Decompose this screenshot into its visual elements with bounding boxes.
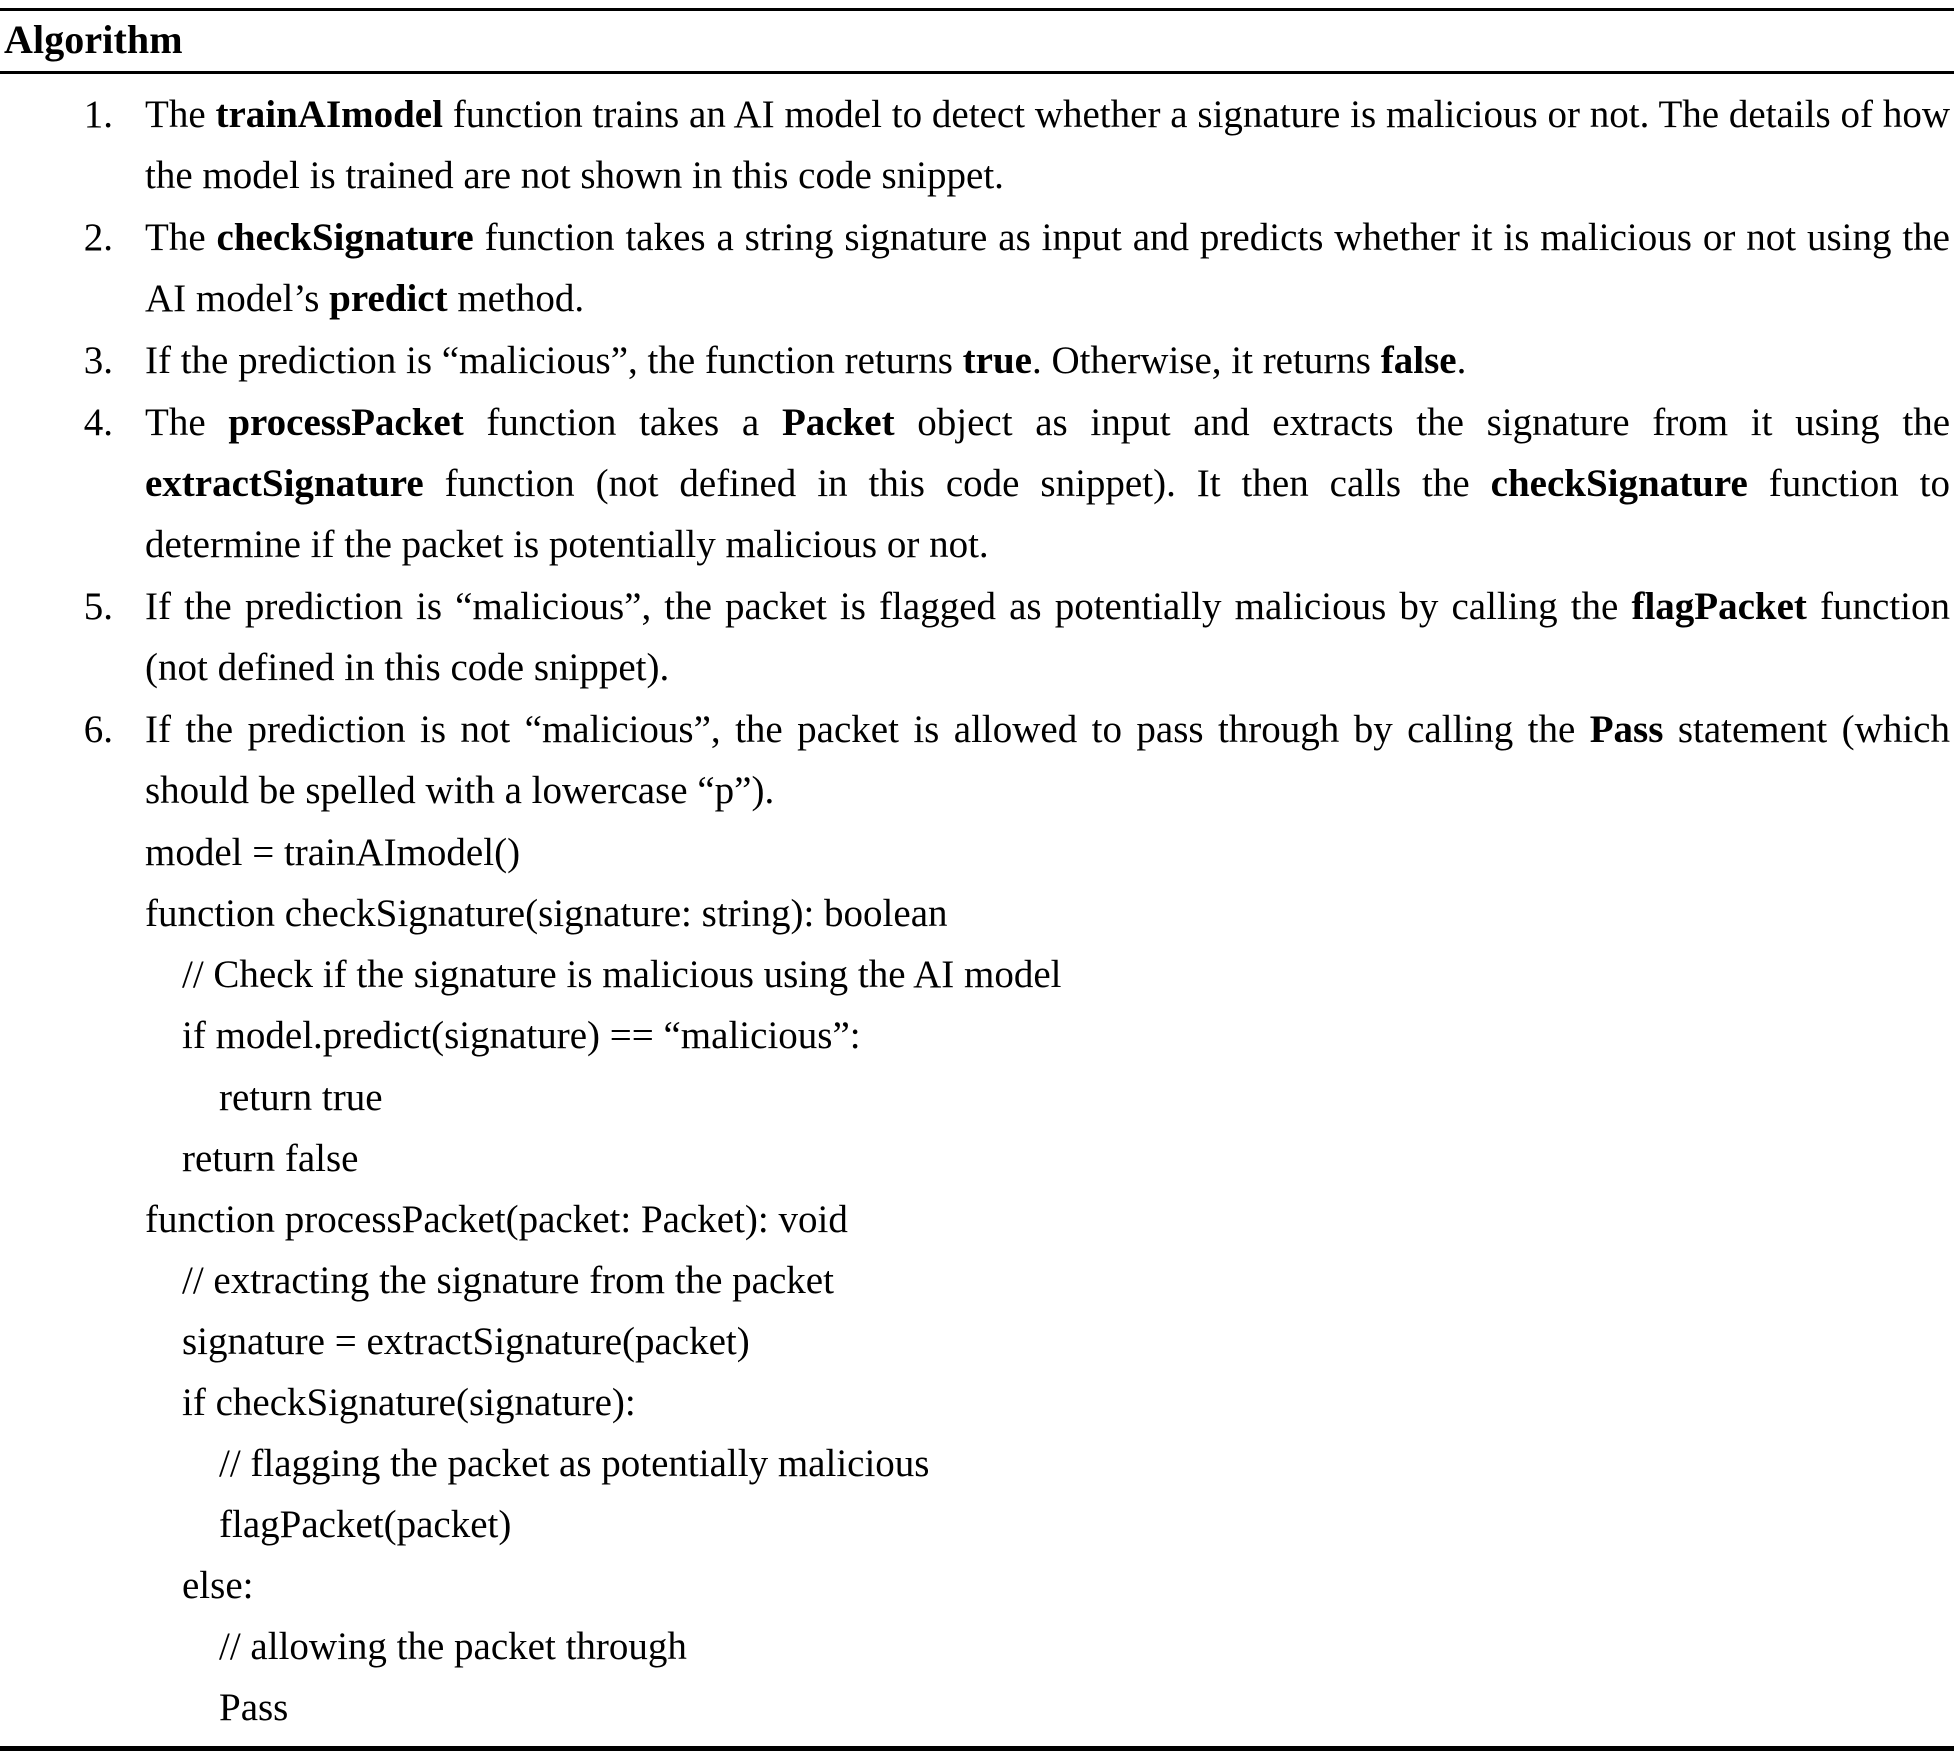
step-number: 6. bbox=[83, 708, 113, 752]
step-text-run: function takes a bbox=[463, 401, 782, 445]
step-number: 4. bbox=[83, 401, 113, 445]
step-text-run: . bbox=[1456, 339, 1467, 383]
algorithm-title: Algorithm bbox=[4, 17, 183, 62]
step-number: 5. bbox=[83, 585, 113, 629]
code-line: if model.predict(signature) == “malicious”: bbox=[182, 1014, 861, 1058]
step-text bbox=[145, 699, 1950, 821]
code-term: predict bbox=[329, 277, 448, 321]
code-line: function checkSignature(signature: string): boolean bbox=[145, 892, 948, 936]
code-line: if checkSignature(signature): bbox=[182, 1380, 636, 1424]
code-line: // allowing the packet through bbox=[219, 1624, 687, 1668]
code-line: else: bbox=[182, 1563, 254, 1607]
code-term: processPacket bbox=[228, 401, 464, 445]
code-term: false bbox=[1380, 339, 1457, 383]
step-text-run: If the prediction is “malicious”, the packet is flagged as potentially malicious by calling the bbox=[145, 585, 1632, 629]
code-line: // flagging the packet as potentially malicious bbox=[219, 1441, 930, 1485]
step-text bbox=[145, 330, 1950, 391]
step-text-run: function (not defined in this code snippet). It then calls the bbox=[423, 462, 1491, 506]
step-text-run: . Otherwise, it returns bbox=[1031, 339, 1381, 383]
step-text-run: The bbox=[145, 216, 217, 260]
algorithm-step bbox=[0, 699, 1954, 821]
code-line: // Check if the signature is malicious using the AI model bbox=[182, 953, 1062, 997]
code-line: // extracting the signature from the packet bbox=[182, 1258, 834, 1302]
step-text bbox=[145, 207, 1950, 329]
algorithm-step bbox=[0, 330, 1954, 391]
step-text bbox=[145, 392, 1950, 575]
code-line: flagPacket(packet) bbox=[219, 1502, 512, 1546]
step-number: 2. bbox=[83, 216, 113, 260]
step-text-run: The bbox=[145, 401, 229, 445]
code-line: function processPacket(packet: Packet): void bbox=[145, 1197, 848, 1241]
step-text-run: function (not defined in this code snippet). bbox=[145, 585, 1950, 690]
step-number: 3. bbox=[83, 339, 113, 383]
algorithm-step bbox=[0, 207, 1954, 329]
code-term: Pass bbox=[1589, 708, 1664, 752]
step-number: 1. bbox=[83, 93, 113, 136]
code-line: signature = extractSignature(packet) bbox=[182, 1319, 750, 1363]
code-line: model = trainAImodel() bbox=[145, 831, 521, 875]
step-text-run: function trains an AI model to detect whether a signature is malicious or not. The details of how the model is trained are not shown in this code snippet. bbox=[145, 93, 1950, 198]
step-text bbox=[145, 84, 1950, 206]
code-line: return true bbox=[219, 1075, 383, 1119]
code-term: trainAImodel bbox=[215, 93, 443, 136]
code-line: Pass bbox=[219, 1685, 289, 1729]
code-term: Packet bbox=[781, 401, 895, 445]
step-text-run: If the prediction is “malicious”, the function returns bbox=[145, 339, 963, 383]
algorithm-step bbox=[0, 84, 1954, 206]
algorithm-step bbox=[0, 576, 1954, 698]
step-text-run: statement (which should be spelled with a lowercase “p”). bbox=[145, 708, 1950, 813]
bottom-rule bbox=[0, 1746, 1954, 1751]
step-text-run: The bbox=[145, 93, 216, 136]
algorithm-figure bbox=[0, 8, 1954, 1751]
step-text-run: function takes a string signature as input and predicts whether it is malicious or not using the AI model’s bbox=[145, 216, 1950, 321]
code-line: return false bbox=[182, 1136, 359, 1180]
step-text-run: method. bbox=[447, 277, 585, 321]
code-term: checkSignature bbox=[1490, 462, 1748, 506]
step-text-run: function to determine if the packet is potentially malicious or not. bbox=[145, 462, 1951, 567]
code-term: checkSignature bbox=[216, 216, 474, 260]
code-term: flagPacket bbox=[1631, 585, 1807, 629]
step-text-run: If the prediction is not “malicious”, the packet is allowed to pass through by calling the bbox=[145, 708, 1590, 752]
step-text-run: object as input and extracts the signature from it using the bbox=[894, 401, 1950, 445]
code-term: true bbox=[962, 339, 1032, 383]
code-term: extractSignature bbox=[145, 462, 424, 506]
step-text bbox=[145, 576, 1950, 698]
pseudocode-block bbox=[0, 822, 1954, 1739]
algorithm-step bbox=[0, 392, 1954, 575]
algorithm-steps-list bbox=[0, 74, 1954, 821]
